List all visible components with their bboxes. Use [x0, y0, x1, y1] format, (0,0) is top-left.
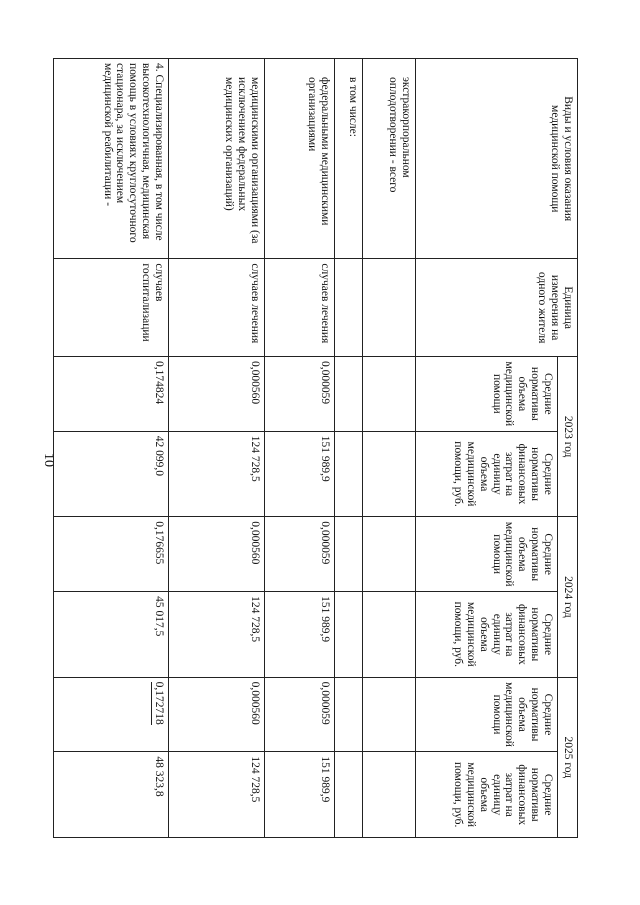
medical-care-norms-table [53, 58, 578, 838]
row-unit: случаев лечения [169, 259, 265, 357]
rotated-table-container [74, 58, 578, 838]
header-care-kind: Виды и условия оказания медицинской помощи [416, 59, 578, 259]
table-row [54, 59, 169, 838]
row-cost-2024: 45 017,5 [54, 592, 169, 678]
row-cost-2025 [335, 752, 363, 838]
row-volume-2023 [335, 356, 363, 431]
row-cost-2024 [335, 592, 363, 678]
row-volume-2023: 0,174824 [54, 356, 169, 431]
row-cost-2024: 124 728,5 [169, 592, 265, 678]
page-number: 10 [41, 453, 56, 467]
table-row [335, 59, 363, 838]
row-volume-2024 [335, 517, 363, 592]
row-kind: экстракорпоральном оплодотворении - всего [363, 59, 416, 259]
row-unit [335, 259, 363, 357]
row-volume-2024: 0,000560 [169, 517, 265, 592]
row-cost-2025 [363, 752, 416, 838]
row-kind: медицинскими организациями (за исключением федеральных медицинских организаций) [169, 59, 265, 259]
header-year-2025: 2025 год [558, 677, 578, 837]
header-cost-2024: Средние нормативы финансовых затрат на единицу объема медицинской помощи, руб. [416, 592, 558, 678]
row-cost-2024: 151 989,9 [265, 592, 335, 678]
row-volume-2025 [54, 677, 169, 752]
header-cost-2025: Средние нормативы финансовых затрат на единицу объема медицинской помощи, руб. [416, 752, 558, 838]
header-row-years [558, 59, 578, 838]
row-volume-2025: 0,000560 [169, 677, 265, 752]
header-year-2024: 2024 год [558, 517, 578, 677]
volume-2025-value: 0,172718 [153, 681, 166, 725]
row-volume-2024: 0,000059 [265, 517, 335, 592]
header-year-2023: 2023 год [558, 356, 578, 516]
row-cost-2025: 124 728,5 [169, 752, 265, 838]
header-volume-2025: Средние нормативы объема медицинской помощи [416, 677, 558, 752]
row-cost-2023 [363, 431, 416, 517]
row-cost-2023: 124 728,5 [169, 431, 265, 517]
header-volume-2023: Средние нормативы объема медицинской помощи [416, 356, 558, 431]
row-volume-2023 [363, 356, 416, 431]
row-volume-2024: 0,176655 [54, 517, 169, 592]
row-cost-2025: 48 323,8 [54, 752, 169, 838]
row-volume-2023: 0,000059 [265, 356, 335, 431]
header-volume-2024: Средние нормативы объема медицинской помощи [416, 517, 558, 592]
row-unit: случаев госпитализации [54, 259, 169, 357]
row-cost-2023: 151 989,9 [265, 431, 335, 517]
table-row [363, 59, 416, 838]
row-volume-2024 [363, 517, 416, 592]
row-kind: федеральными медицинскими организациями [265, 59, 335, 259]
row-kind: в том числе: [335, 59, 363, 259]
row-unit: случаев лечения [265, 259, 335, 357]
row-cost-2023: 42 099,0 [54, 431, 169, 517]
row-volume-2025 [363, 677, 416, 752]
row-kind: 4. Специализированная, в том числе высокотехнологичная, медицинская помощь в условиях круглосуточного стационара, за исключением медицинской реабилитации - [54, 59, 169, 259]
row-cost-2025: 151 989,9 [265, 752, 335, 838]
header-unit: Единица измерения на одного жителя [416, 259, 578, 357]
row-cost-2023 [335, 431, 363, 517]
table-row [265, 59, 335, 838]
row-volume-2025 [335, 677, 363, 752]
row-volume-2023: 0,000560 [169, 356, 265, 431]
row-unit [363, 259, 416, 357]
header-cost-2023: Средние нормативы финансовых затрат на единицу объема медицинской помощи, руб. [416, 431, 558, 517]
row-volume-2025: 0,000059 [265, 677, 335, 752]
table-row [169, 59, 265, 838]
row-cost-2024 [363, 592, 416, 678]
